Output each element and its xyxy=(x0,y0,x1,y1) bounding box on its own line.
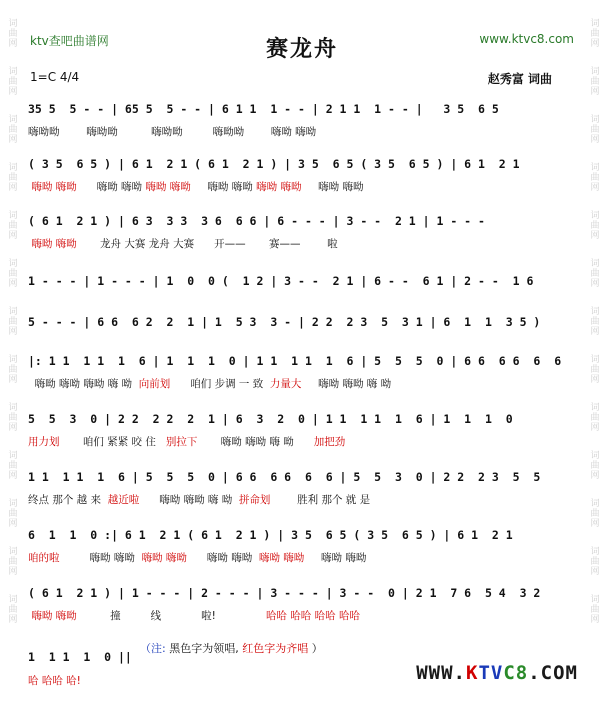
lead-lyric: 嗨呦 嗨呦 xyxy=(304,552,367,564)
chorus-lyric: 咱的啦 xyxy=(28,552,60,564)
watermark-text: 词曲网 xyxy=(6,546,17,576)
lead-lyric: 嗨呦 嗨呦 xyxy=(186,552,259,564)
score-row xyxy=(28,410,553,450)
watermark-text: 词曲网 xyxy=(6,210,17,240)
watermark-text: 词曲网 xyxy=(6,402,17,432)
notation-line: ( 6 1 2 1 ) | 1 - - - | 2 - - - | 3 - - - | 3 - - 0 | 2 1 7 6 5 4 3 2 xyxy=(28,586,541,600)
chorus-lyric: 加把劲 xyxy=(313,436,346,448)
left-watermark-strip xyxy=(0,0,22,713)
site-name-left: ktv查吧曲谱网 xyxy=(30,34,109,48)
watermark-text: 词曲网 xyxy=(588,594,599,624)
watermark-text: 词曲网 xyxy=(588,354,599,384)
score-row xyxy=(28,468,553,508)
lead-lyric: 嗨呦 嗨呦 xyxy=(76,181,146,193)
lyrics-line xyxy=(28,179,553,195)
score-row xyxy=(28,272,553,290)
lead-lyric: 嗨呦 嗨呦 嗨 呦 xyxy=(139,494,239,506)
chorus-lyric: 用力划 xyxy=(28,436,60,448)
score-row xyxy=(28,155,553,195)
logo-c8: C8 xyxy=(503,662,529,684)
chorus-lyric: 向前划 xyxy=(138,378,171,390)
footnote-close: ） xyxy=(311,642,323,655)
lead-lyric: 咱们 紧紧 咬 住 xyxy=(59,436,166,448)
watermark-text: 词曲网 xyxy=(588,546,599,576)
score-row xyxy=(28,100,553,140)
chorus-lyric: 嗨呦 嗨呦 xyxy=(141,552,187,564)
watermark-text: 词曲网 xyxy=(6,450,17,480)
lead-lyric: 胜利 那个 就 是 xyxy=(270,494,371,506)
song-title: 赛龙舟 xyxy=(265,37,338,62)
lead-lyric: 终点 那个 越 来 xyxy=(28,494,108,506)
watermark-text: 词曲网 xyxy=(588,114,599,144)
watermark-text: 词曲网 xyxy=(588,18,599,48)
watermark-text: 词曲网 xyxy=(588,498,599,528)
chorus-lyric: 嗨呦 嗨呦 xyxy=(28,238,77,250)
lead-lyric: 嗨呦 嗨呦 嗨 呦 xyxy=(301,378,392,390)
score-row xyxy=(28,313,553,331)
logo-tv: TV xyxy=(478,662,504,684)
chorus-lyric: 嗨呦 嗨呦 xyxy=(28,610,77,622)
logo-www: WWW. xyxy=(416,662,466,684)
lead-lyric: 嗨呦呦 xyxy=(182,126,245,138)
chorus-lyric: 嗨呦 嗨呦 xyxy=(258,552,305,564)
notation-line: 35 5 5 - - | 65 5 5 - - | 6 1 1 1 - - | 2 1 1 1 - - | 3 5 6 5 xyxy=(28,102,499,116)
lead-lyric: 嗨呦 嗨呦 xyxy=(244,126,317,138)
footnote xyxy=(140,640,323,656)
chorus-lyric: 拼命划 xyxy=(238,494,271,506)
watermark-text: 词曲网 xyxy=(6,66,17,96)
watermark-text: 词曲网 xyxy=(588,450,599,480)
key-signature: 1=C 4/4 xyxy=(30,70,80,84)
watermark-text: 词曲网 xyxy=(588,402,599,432)
notation-line: 1 1 1 1 1 6 | 5 5 5 0 | 6 6 6 6 6 6 | 5 5 3 0 | 2 2 2 3 5 5 xyxy=(28,470,541,484)
footnote-black: 黑色字为领唱, xyxy=(169,642,239,655)
notation-line: 1 - - - | 1 - - - | 1 0 0 ( 1 2 | 3 - - 2 1 | 6 - - 6 1 | 2 - - 1 6 xyxy=(28,274,534,288)
lyrics-line xyxy=(28,492,553,508)
watermark-text: 词曲网 xyxy=(6,354,17,384)
notation-line: ( 6 1 2 1 ) | 6 3 3 3 3 6 6 6 | 6 - - - | 3 - - 2 1 | 1 - - - xyxy=(28,214,485,228)
right-watermark-strip xyxy=(582,0,604,713)
chorus-lyric: 哈哈 哈哈 哈哈 哈哈 xyxy=(265,610,360,622)
watermark-text: 词曲网 xyxy=(6,18,17,48)
notation-line: 6 1 1 0 :| 6 1 2 1 ( 6 1 2 1 ) | 3 5 6 5 ( 3 5 6 5 ) | 6 1 2 1 xyxy=(28,528,513,542)
notation-line: 5 5 3 0 | 2 2 2 2 2 1 | 6 3 2 0 | 1 1 1 1 1 6 | 1 1 1 0 xyxy=(28,412,513,426)
logo-com: .COM xyxy=(528,662,578,684)
site-url-right[interactable]: www.ktvc8.com xyxy=(479,32,574,46)
footnote-red: 红色字为齐唱 xyxy=(242,642,309,655)
lead-lyric: 嗨呦呦 xyxy=(117,126,183,138)
watermark-text: 词曲网 xyxy=(588,210,599,240)
lyrics-line xyxy=(28,124,553,140)
chorus-lyric: 力量大 xyxy=(269,378,302,390)
final-lyrics: 哈 哈哈 哈! xyxy=(28,675,81,687)
lead-lyric: 嗨呦 嗨呦 xyxy=(190,181,257,193)
watermark-text: 词曲网 xyxy=(6,594,17,624)
watermark-text: 词曲网 xyxy=(6,162,17,192)
watermark-text: 词曲网 xyxy=(6,114,17,144)
lyrics-line xyxy=(28,376,553,392)
lead-lyric: 嗨呦 嗨呦 xyxy=(59,552,142,564)
lead-lyric: 咱们 步调 一 致 xyxy=(170,378,270,390)
lead-lyric: 龙舟 大赛 龙舟 大赛 开—— 赛—— 啦 xyxy=(76,238,338,250)
watermark-text: 词曲网 xyxy=(588,306,599,336)
logo-k: K xyxy=(466,662,479,684)
lead-lyric: 撞 线 啦! xyxy=(76,610,266,622)
chorus-lyric: 嗨呦 嗨呦 xyxy=(256,181,302,193)
score-row xyxy=(28,526,553,566)
watermark-text: 词曲网 xyxy=(6,306,17,336)
final-notes: 1 1 1 1 0 || xyxy=(28,650,132,664)
watermark-text: 词曲网 xyxy=(588,162,599,192)
lyrics-line xyxy=(28,608,553,624)
lead-lyric: 嗨呦 嗨呦 嗨呦 嗨 呦 xyxy=(28,378,139,390)
score-row xyxy=(28,584,553,624)
chorus-lyric: 嗨呦 嗨呦 xyxy=(145,181,191,193)
notation-line: |: 1 1 1 1 1 6 | 1 1 1 0 | 1 1 1 1 1 6 | 5 5 5 0 | 6 6 6 6 6 6 xyxy=(28,354,562,368)
watermark-text: 词曲网 xyxy=(6,498,17,528)
lead-lyric: 嗨呦 嗨呦 xyxy=(301,181,364,193)
lead-lyric: 嗨呦呦 xyxy=(59,126,118,138)
lyrics-line xyxy=(28,550,553,566)
lyrics-line xyxy=(28,236,553,252)
lyrics-line xyxy=(28,434,553,450)
chorus-lyric: 嗨呦 嗨呦 xyxy=(28,181,77,193)
notation-line: ( 3 5 6 5 ) | 6 1 2 1 ( 6 1 2 1 ) | 3 5 6 5 ( 3 5 6 5 ) | 6 1 2 1 xyxy=(28,157,520,171)
watermark-text: 词曲网 xyxy=(6,258,17,288)
score-row xyxy=(28,212,553,252)
chorus-lyric: 越近啦 xyxy=(107,494,140,506)
site-logo[interactable] xyxy=(416,662,578,684)
watermark-text: 词曲网 xyxy=(588,258,599,288)
lead-lyric: 嗨呦呦 xyxy=(28,126,60,138)
score-row xyxy=(28,352,562,392)
footnote-open: （注: xyxy=(140,642,166,655)
watermark-text: 词曲网 xyxy=(588,66,599,96)
chorus-lyric: 别拉下 xyxy=(165,436,198,448)
lead-lyric: 嗨呦 嗨呦 嗨 呦 xyxy=(197,436,314,448)
notation-line: 5 - - - | 6 6 6 2 2 1 | 1 5 3 3 - | 2 2 2 3 5 3 1 | 6 1 1 3 5 ) xyxy=(28,315,541,329)
composer-credit: 赵秀富 词曲 xyxy=(487,72,552,86)
